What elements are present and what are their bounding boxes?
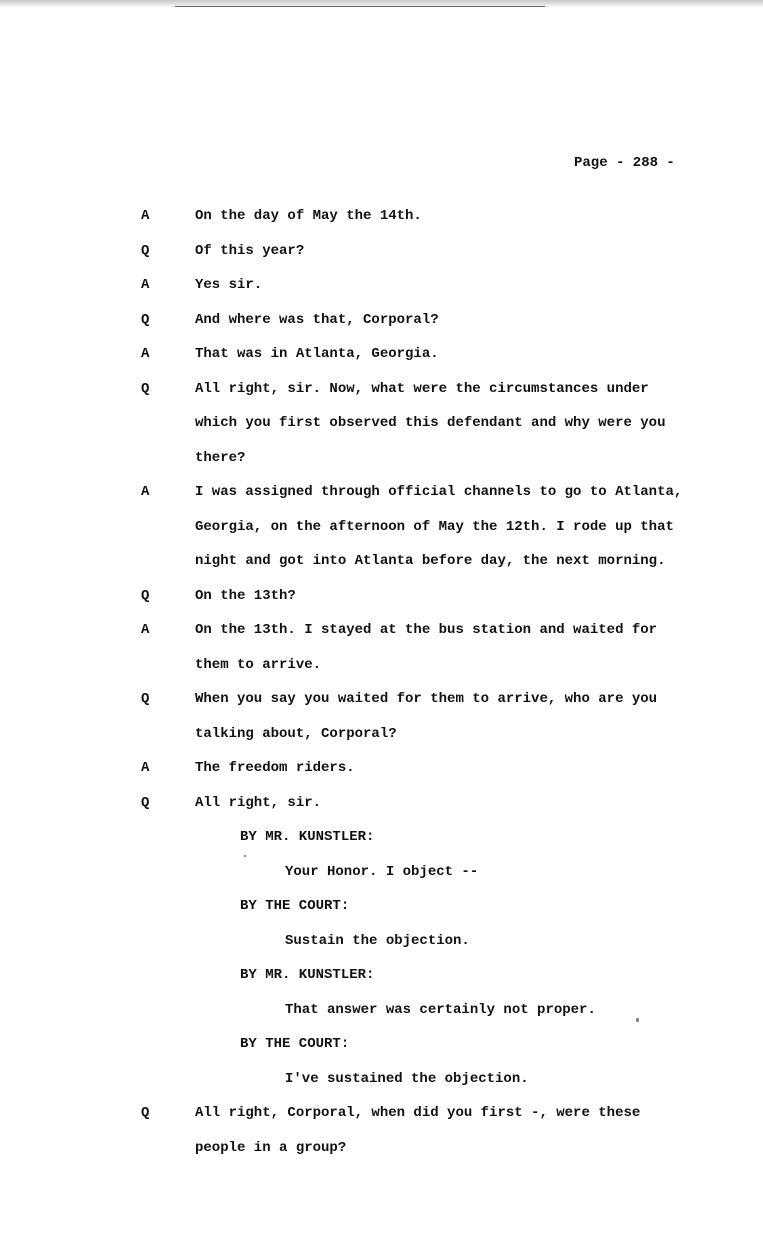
colloquy-speaker: BY MR. KUNSTLER: <box>240 967 375 983</box>
transcript-text: All right, sir. <box>195 795 322 811</box>
transcript-text: Yes sir. <box>195 277 263 293</box>
speaker-label: A <box>141 622 150 638</box>
colloquy-speaker: BY THE COURT: <box>240 1036 350 1052</box>
transcript-text: When you say you waited for them to arrive, who are you <box>195 691 658 707</box>
transcript-text: The freedom riders. <box>195 760 355 776</box>
transcript-text: Georgia, on the afternoon of May the 12th. I rode up that <box>195 519 674 535</box>
transcript-text: All right, sir. Now, what were the circumstances under <box>195 381 649 397</box>
speaker-label: Q <box>141 243 150 259</box>
transcript-text: I've sustained the objection. <box>285 1071 529 1087</box>
speaker-label: Q <box>141 588 150 604</box>
transcript-text: there? <box>195 450 246 466</box>
speaker-label: Q <box>141 691 150 707</box>
speaker-label: A <box>141 760 150 776</box>
speaker-label: Q <box>141 1105 150 1121</box>
speaker-label: A <box>141 346 150 362</box>
colloquy-speaker: BY THE COURT: <box>240 898 350 914</box>
transcript-text: That was in Atlanta, Georgia. <box>195 346 439 362</box>
transcript-text: On the day of May the 14th. <box>195 208 422 224</box>
transcript-text: On the 13th? <box>195 588 296 604</box>
transcript-text: night and got into Atlanta before day, the next morning. <box>195 553 666 569</box>
transcript-text: Sustain the objection. <box>285 933 470 949</box>
transcript-text: That answer was certainly not proper. <box>285 1002 596 1018</box>
scan-speck <box>244 855 246 857</box>
speaker-label: A <box>141 277 150 293</box>
speaker-label: Q <box>141 795 150 811</box>
transcript-text: And where was that, Corporal? <box>195 312 439 328</box>
speaker-label: A <box>141 484 150 500</box>
speaker-label: Q <box>141 381 150 397</box>
transcript-text: which you first observed this defendant and why were you <box>195 415 666 431</box>
transcript-text: Of this year? <box>195 243 305 259</box>
transcript-text: All right, Corporal, when did you first -, were these <box>195 1105 641 1121</box>
transcript-text: them to arrive. <box>195 657 322 673</box>
scan-top-rule <box>175 6 545 7</box>
transcript-text: talking about, Corporal? <box>195 726 397 742</box>
speaker-label: Q <box>141 312 150 328</box>
transcript-text: Your Honor. I object -- <box>285 864 479 880</box>
colloquy-speaker: BY MR. KUNSTLER: <box>240 829 375 845</box>
speaker-label: A <box>141 208 150 224</box>
transcript-text: On the 13th. I stayed at the bus station and waited for <box>195 622 658 638</box>
page-number: Page - 288 - <box>574 155 675 171</box>
transcript-text: people in a group? <box>195 1140 347 1156</box>
transcript-text: I was assigned through official channels to go to Atlanta, <box>195 484 683 500</box>
scan-speck <box>636 1018 639 1022</box>
